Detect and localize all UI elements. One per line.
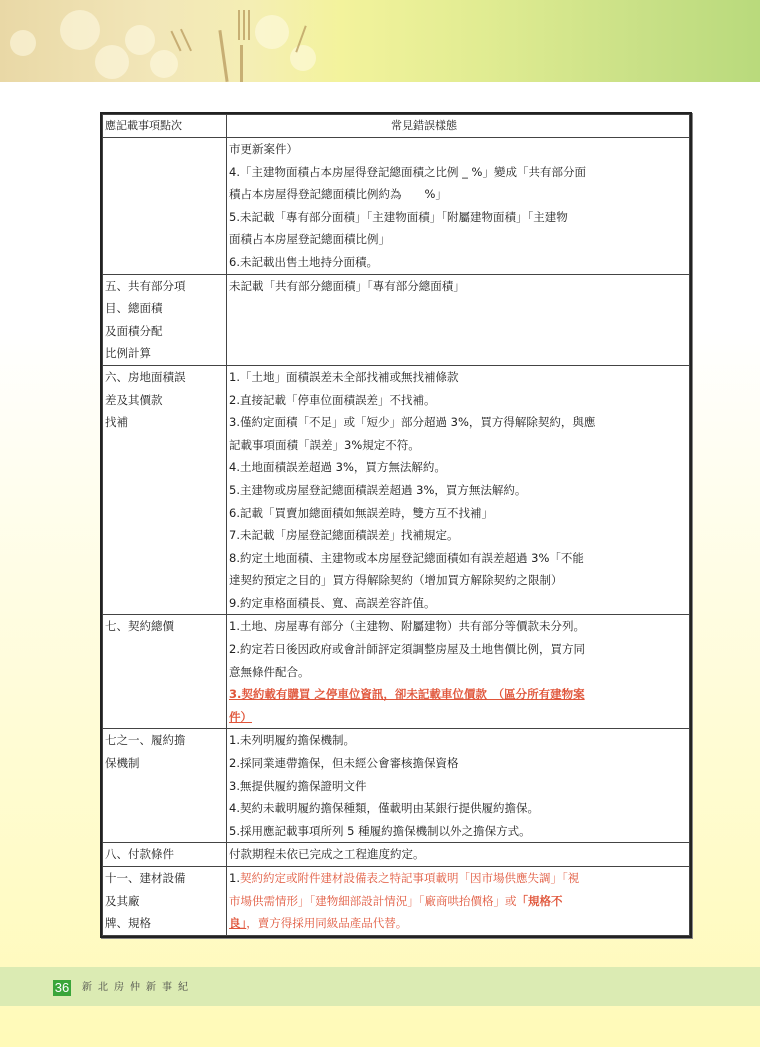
error-line: 2.約定若日後因政府或會計師評定須調整房屋及土地售價比例，買方同 [229, 642, 585, 657]
item-label-line: 七、契約總價 [105, 619, 174, 634]
bokeh-decoration [255, 15, 289, 49]
item-cell [103, 274, 227, 365]
error-line: 5.主建物或房屋登記總面積誤差超過 3%，買方無法解約。 [229, 482, 527, 497]
bokeh-decoration [125, 25, 155, 55]
error-line: 付款期程未依已完成之工程進度約定。 [229, 847, 425, 862]
clock-numeral-decoration [248, 10, 250, 40]
item-label-line: 目、總面積 [105, 301, 163, 316]
error-line: 意無條件配合。 [229, 664, 310, 679]
item-label-line: 比例計算 [105, 346, 151, 361]
error-line: 5.採用應記載事項所列 5 種履約擔保機制以外之擔保方式。 [229, 823, 531, 838]
error-line: 市更新案件） [229, 142, 298, 156]
item-cell [103, 615, 227, 729]
errors-cell [227, 615, 690, 729]
item-cell [103, 843, 227, 867]
error-line: 6.記載「買賣加總面積如無誤差時，雙方互不找補」 [229, 505, 493, 520]
error-line [229, 867, 689, 890]
bokeh-decoration [60, 10, 100, 50]
error-line: 未記載「共有部分總面積」「專有部分總面積」 [229, 278, 465, 293]
error-line: 3.僅約定面積「不足」或「短少」部分超過 3%，買方得解除契約，與應 [229, 415, 596, 430]
column-header-item: 應記載事項點次 [103, 115, 227, 138]
error-text-segment: 1. [229, 871, 240, 885]
error-line [229, 912, 689, 935]
error-line: 積占本房屋得登記總面積比例約為 %」 [229, 187, 447, 202]
error-line: 記載事項面積「誤差」3%規定不符。 [229, 437, 420, 452]
table-row [103, 843, 690, 867]
bokeh-decoration [150, 50, 178, 78]
item-label-line: 及面積分配 [105, 323, 163, 338]
error-line: 件） [229, 709, 252, 724]
error-line: 1.土地、房屋專有部分（主建物、附屬建物）共有部分等價款未分列。 [229, 619, 585, 634]
error-text-segment: 「規格不 [516, 893, 563, 908]
table-row [103, 138, 690, 275]
errors-cell [227, 365, 690, 615]
table-row [103, 615, 690, 729]
item-cell [103, 138, 227, 275]
clock-numeral-decoration [238, 10, 240, 40]
item-label-line: 保機制 [105, 756, 140, 771]
error-text-segment: 契約約定或附件建材設備表之特記事項載明「因市場供應失調」「視 [239, 871, 580, 885]
table-row [103, 729, 690, 843]
table-row [103, 274, 690, 365]
item-label-line: 找補 [105, 415, 128, 430]
common-errors-table [100, 112, 692, 938]
error-line: 面積占本房屋登記總面積比例」 [229, 232, 390, 247]
error-line: 4.契約未載明履約擔保種類，僅載明由某銀行提供履約擔保。 [229, 801, 539, 816]
errors-cell [227, 843, 690, 867]
error-line [229, 890, 689, 913]
clock-numeral-decoration [180, 29, 192, 52]
bokeh-decoration [95, 45, 129, 79]
error-line: 達契約預定之目的」買方得解除契約（增加買方解除契約之限制） [229, 573, 563, 588]
error-line: 2.直接記載「停車位面積誤差」不找補。 [229, 392, 436, 407]
errors-cell [227, 729, 690, 843]
error-line: 3.無提供履約擔保證明文件 [229, 778, 367, 793]
publication-title: 新北房仲新事紀 [82, 982, 194, 993]
clock-hand-decoration [218, 30, 228, 82]
errors-cell [227, 138, 690, 275]
item-label-line: 牌、規格 [105, 916, 151, 931]
item-cell [103, 365, 227, 615]
item-label-line: 六、房地面積誤 [105, 369, 186, 384]
page-number: 36 [54, 980, 70, 995]
error-line: 5.未記載「專有部分面積」「主建物面積」「附屬建物面積」「主建物 [229, 209, 568, 224]
error-line: 9.約定車格面積長、寬、高誤差容許值。 [229, 595, 436, 610]
clock-hand-decoration [170, 31, 181, 52]
errors-cell [227, 867, 690, 936]
error-line: 1.未列明履約擔保機制。 [229, 733, 355, 748]
error-line: 7.未記載「房屋登記總面積誤差」找補規定。 [229, 528, 459, 543]
error-line: 4.土地面積誤差超過 3%，買方無法解約。 [229, 460, 446, 475]
bokeh-decoration [290, 45, 316, 71]
item-label-line: 十一、建材設備 [105, 871, 186, 885]
item-cell [103, 867, 227, 936]
error-text-segment: ，賣方得採用同級品產品代替。 [246, 916, 408, 931]
error-line: 3.契約載有購買 之停車位資訊，卻未記載車位價款 （區分所有建物案 [229, 687, 585, 702]
error-line: 6.未記載出售土地持分面積。 [229, 254, 378, 269]
item-cell [103, 729, 227, 843]
error-line: 4.「主建物面積占本房屋得登記總面積之比例 _ %」變成「共有部分面 [229, 164, 586, 179]
error-line: 1.「土地」面積誤差未全部找補或無找補條款 [229, 369, 459, 384]
error-line: 2.採同業連帶擔保，但未經公會審核擔保資格 [229, 756, 459, 771]
item-label-line: 五、共有部分項 [105, 278, 186, 293]
table-header-row [103, 115, 690, 138]
table-row [103, 867, 690, 936]
table-row [103, 365, 690, 615]
item-label-line: 及其廠 [105, 893, 140, 908]
item-label-line: 七之一、履約擔 [105, 733, 186, 748]
column-header-errors: 常見錯誤樣態 [227, 115, 690, 138]
bokeh-decoration [10, 30, 36, 56]
error-text-segment: 市場供需情形」「建物細部設計情況」「廠商哄抬價格」或 [229, 893, 517, 908]
header-banner-image [0, 0, 760, 82]
error-line: 8.約定土地面積、主建物或本房屋登記總面積如有誤差超過 3%「不能 [229, 550, 584, 565]
item-label-line: 八、付款條件 [105, 847, 174, 862]
errors-cell [227, 274, 690, 365]
error-text-segment: 良」 [229, 916, 247, 931]
clock-numeral-decoration [243, 10, 245, 40]
item-label-line: 差及其價款 [105, 392, 163, 407]
clock-hand-decoration [240, 45, 243, 82]
